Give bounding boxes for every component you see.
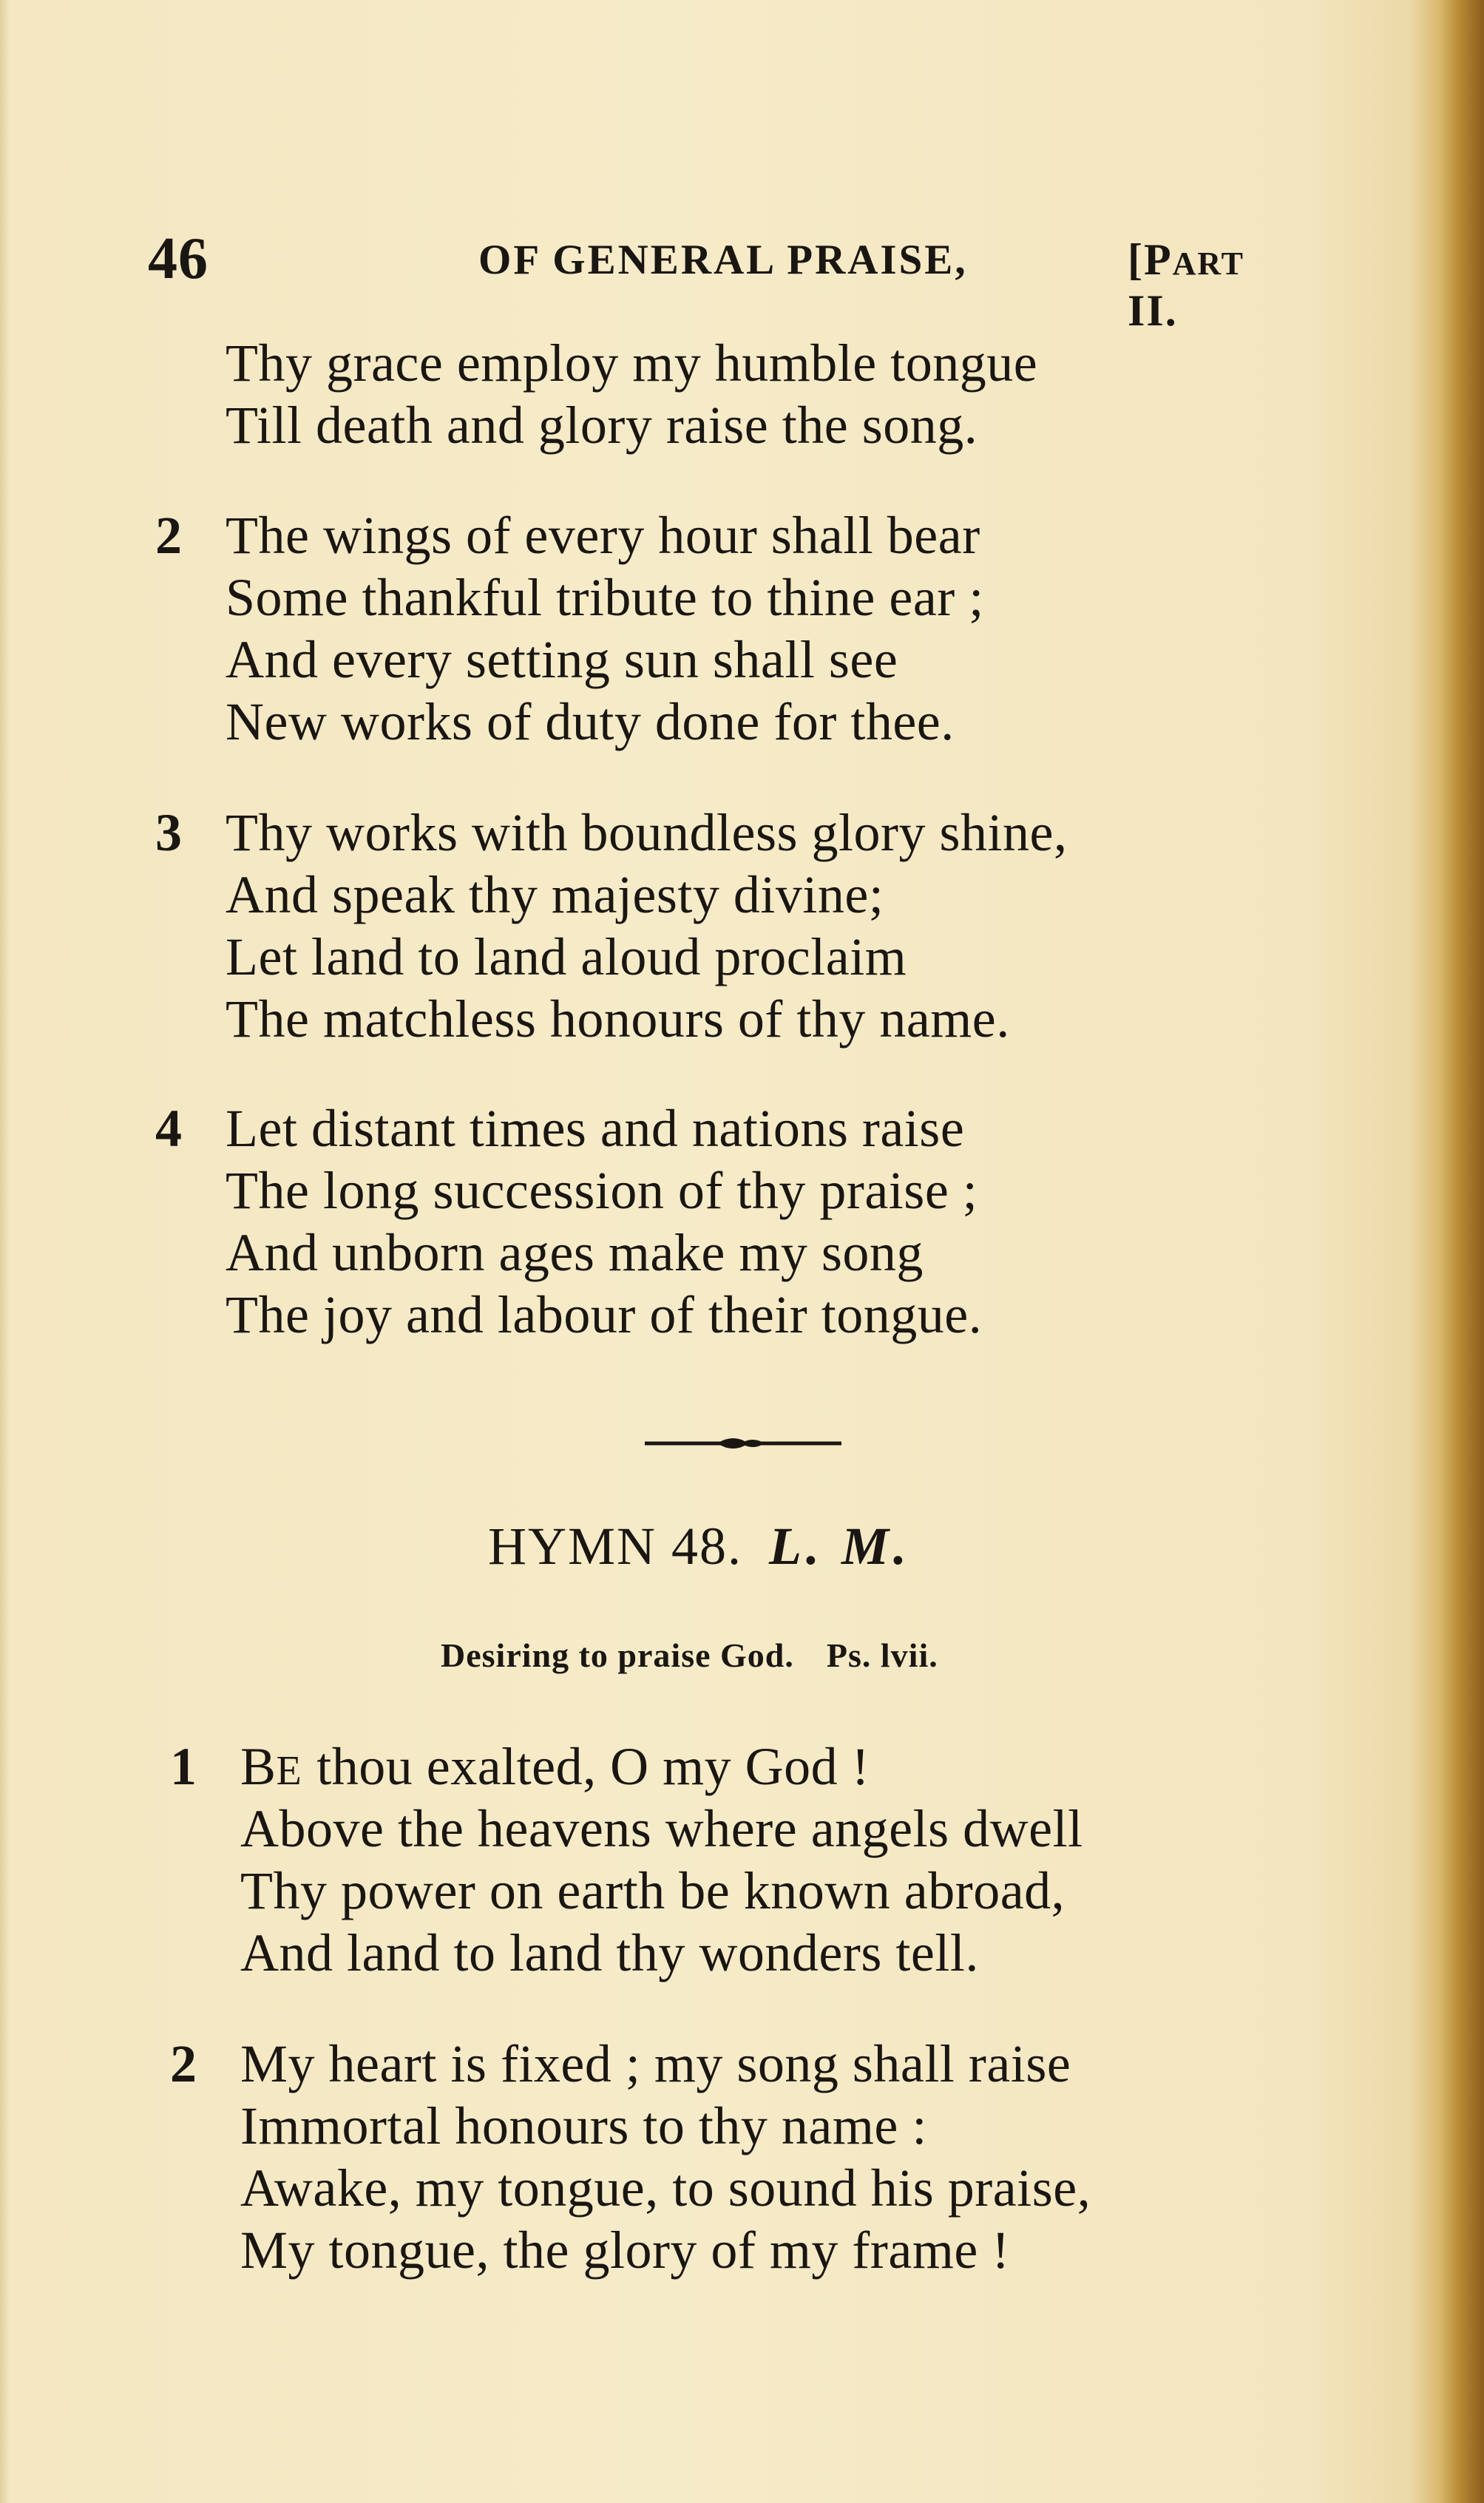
verse-line: Above the heavens where angels dwell <box>240 1799 1083 1858</box>
hymn-title <box>488 1516 911 1577</box>
stanza-number: 2 <box>170 2034 197 2093</box>
small-caps-rest: E <box>276 1748 303 1794</box>
hymn-number: HYMN 48. <box>488 1517 743 1576</box>
part-bracket: [ <box>1128 235 1144 284</box>
stanza-number: 2 <box>155 506 182 565</box>
ornament-divider <box>645 1429 841 1458</box>
stanza-number: 3 <box>155 803 182 862</box>
hymn-subject <box>441 1636 938 1675</box>
verse-line: Thy works with boundless glory shine, <box>226 803 1068 862</box>
verse-line: Immortal honours to thy name : <box>240 2096 927 2155</box>
verse-line: My tongue, the glory of my frame ! <box>240 2221 1010 2280</box>
verse-line: Till death and glory raise the song. <box>226 396 978 455</box>
verse-line-first <box>240 1736 870 1798</box>
verse-line: The matchless honours of thy name. <box>226 989 1010 1049</box>
verse-line: And land to land thy wonders tell. <box>240 1923 979 1982</box>
verse-line: The joy and labour of their tongue. <box>226 1285 983 1344</box>
psalm-reference: Ps. lvii. <box>826 1636 938 1674</box>
verse-line: Let land to land aloud proclaim <box>226 927 907 986</box>
first-line-rest: thou exalted, O my God ! <box>302 1737 870 1796</box>
running-title: OF GENERAL PRAISE, <box>478 237 968 283</box>
hymn-meter: L. M. <box>769 1517 912 1576</box>
verse-line: Some thankful tribute to thine ear ; <box>226 568 984 627</box>
stanza-number: 4 <box>155 1099 182 1158</box>
verse-line: Let distant times and nations raise <box>226 1099 965 1158</box>
verse-line: Thy power on earth be known abroad, <box>240 1861 1065 1920</box>
part-word-rest: ART <box>1172 245 1244 282</box>
verse-line: New works of duty done for thee. <box>226 692 955 751</box>
part-label <box>1128 234 1301 336</box>
page-number: 46 <box>148 226 209 291</box>
hymn-subject-text: Desiring to praise God. <box>441 1636 794 1674</box>
part-numeral: II. <box>1128 286 1178 335</box>
verse-line: And speak thy majesty divine; <box>226 865 884 924</box>
verse-line: Thy grace employ my humble tongue <box>226 333 1038 393</box>
running-head <box>148 226 1301 335</box>
drop-initial: B <box>240 1737 277 1796</box>
verse-line: The long succession of thy praise ; <box>226 1161 978 1220</box>
verse-line: And every setting sun shall see <box>226 630 898 689</box>
page-left-edge <box>0 0 10 2503</box>
verse-line: The wings of every hour shall bear <box>226 506 980 565</box>
verse-line: My heart is fixed ; my song shall raise <box>240 2034 1071 2093</box>
verse-line: And unborn ages make my song <box>226 1223 924 1282</box>
stanza-number: 1 <box>170 1737 197 1796</box>
part-word-initial: P <box>1143 235 1173 284</box>
verse-line: Awake, my tongue, to sound his praise, <box>240 2158 1091 2218</box>
